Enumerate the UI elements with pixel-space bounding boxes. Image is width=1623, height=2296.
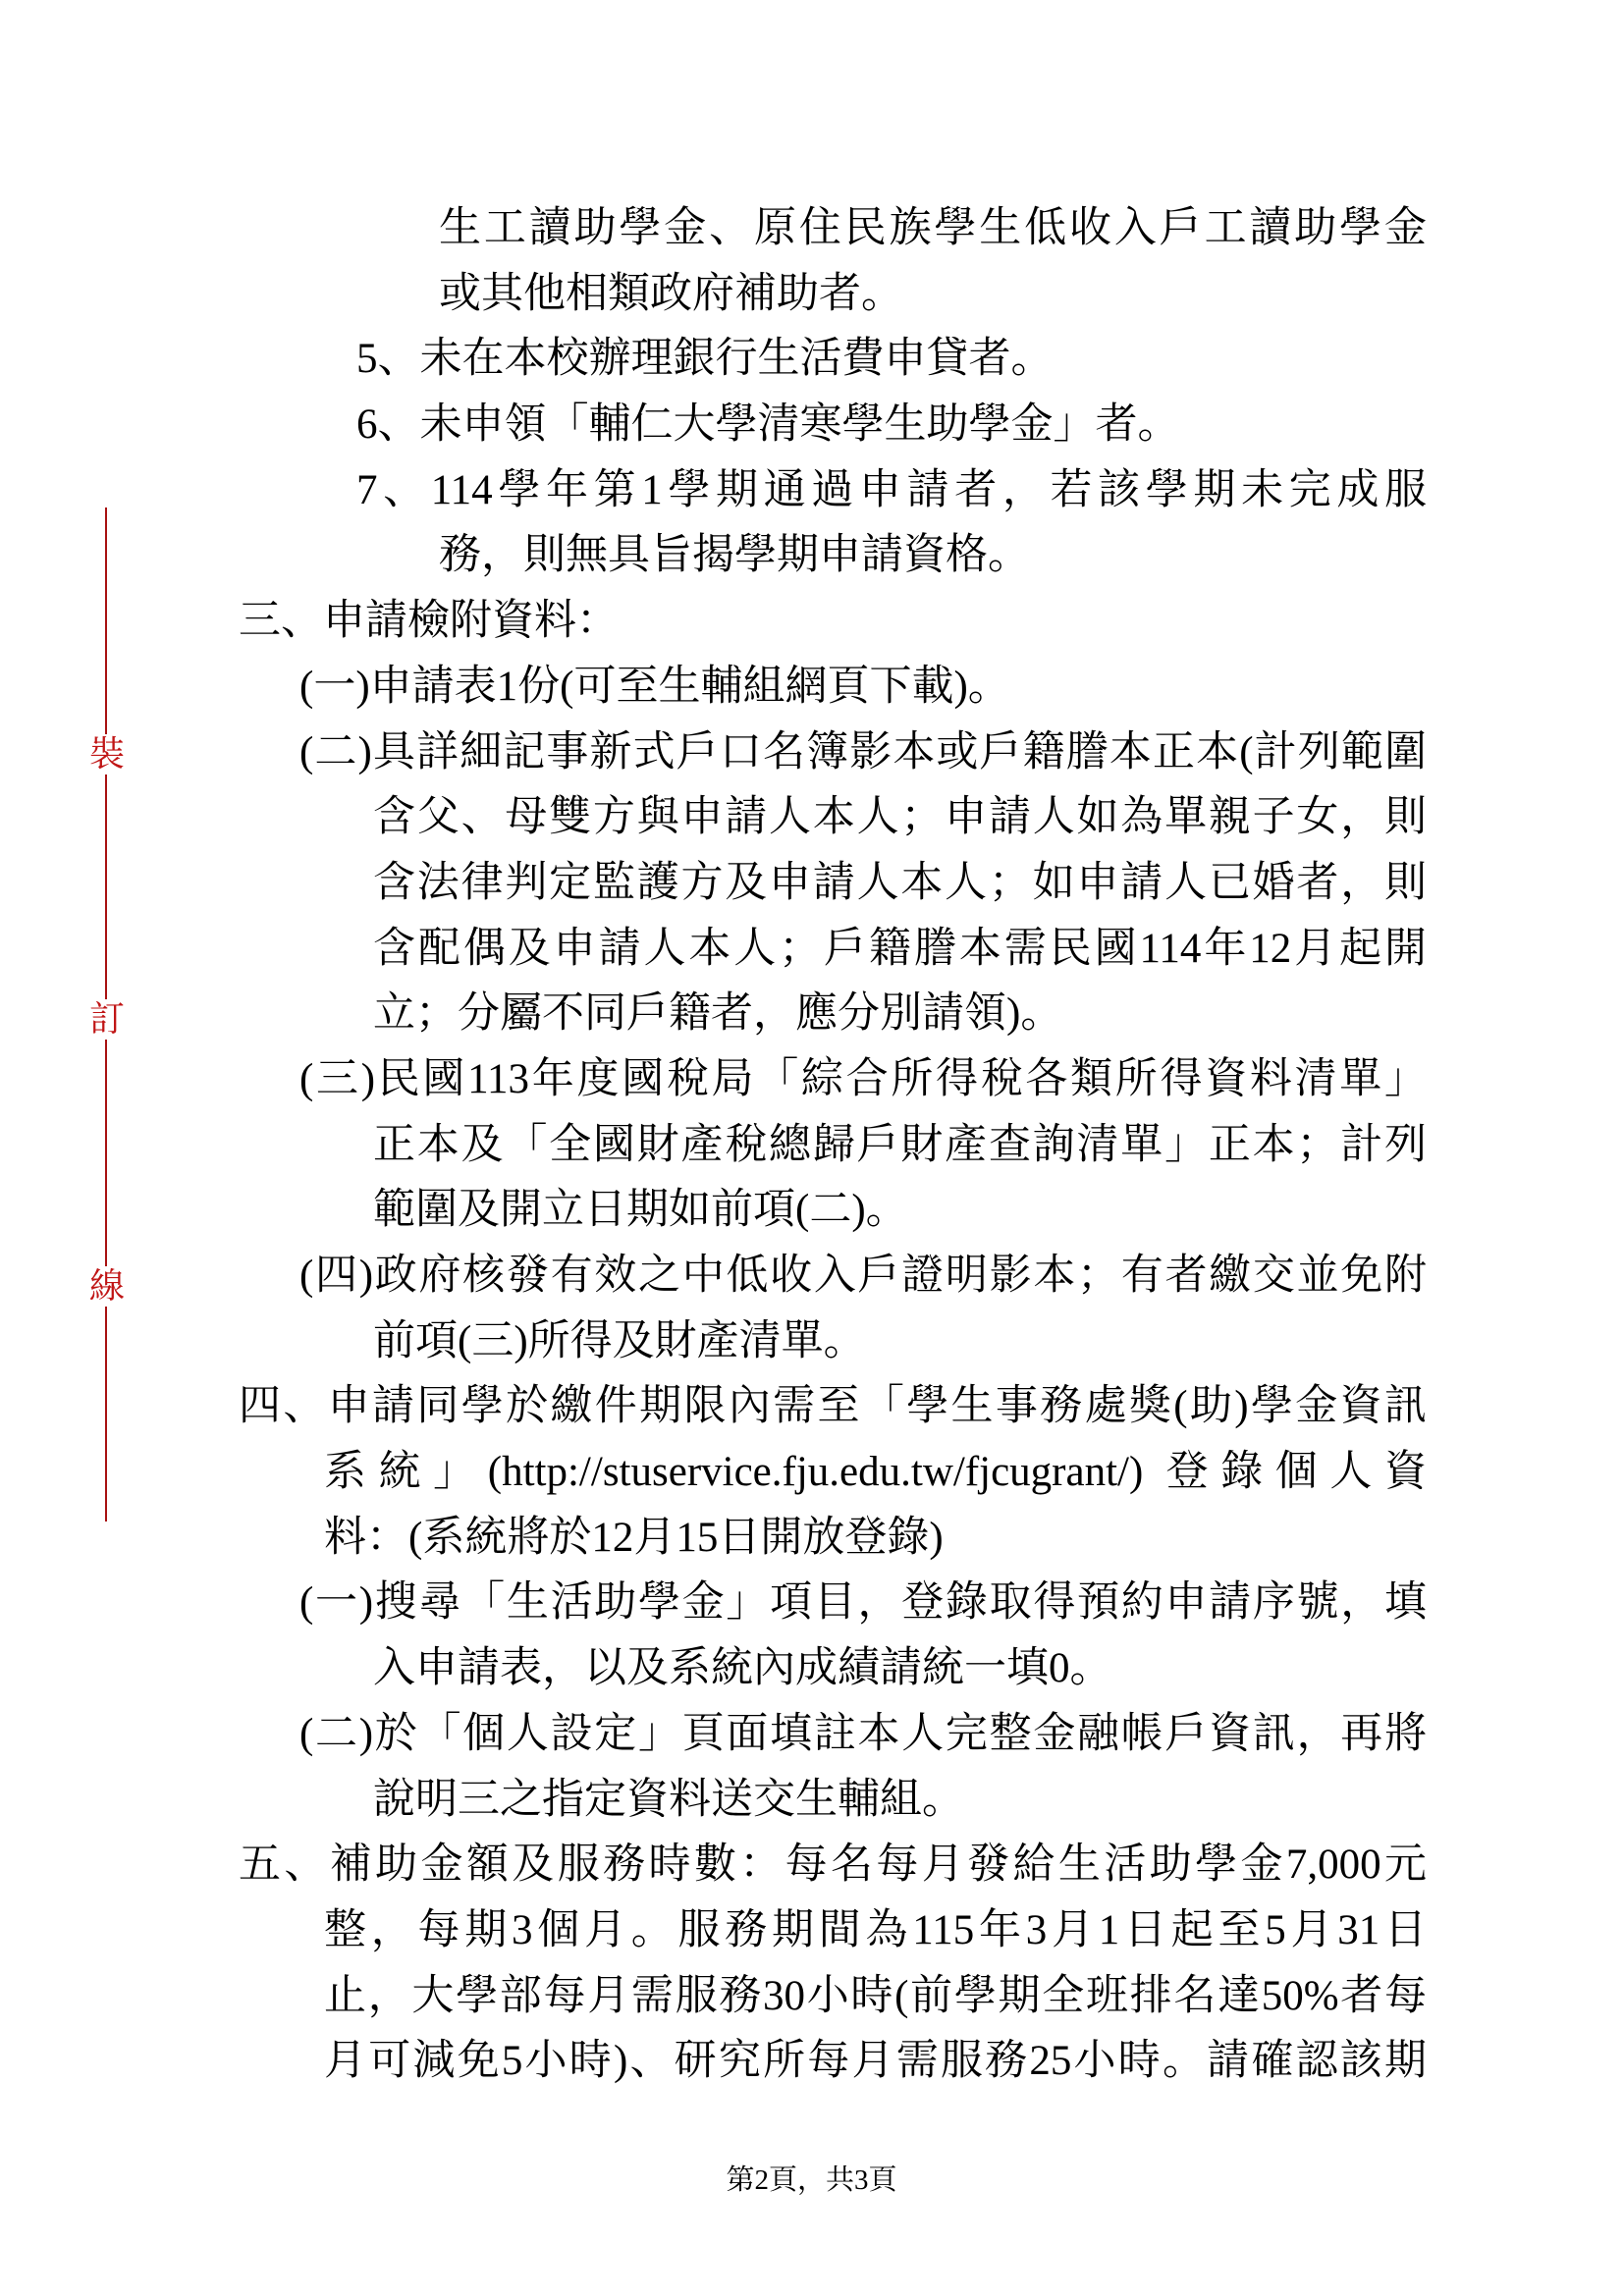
text-line: 範圍及開立日期如前項(二)。 [373, 1187, 908, 1234]
text-line: 前項(三)所得及財產清單。 [373, 1317, 866, 1364]
text-line: 月可減免5小時)、研究所每月需服務25小時。請確認該期 [324, 2038, 1427, 2085]
binding-label-zhuang: 裝 [85, 734, 129, 774]
text-line: 五、補助金額及服務時數：每名每月發給生活助學金7,000元 [239, 1842, 1427, 1889]
text-line: 或其他相類政府補助者。 [439, 270, 903, 317]
text-line: 三、申請檢附資料： [239, 598, 619, 645]
text-line: (二)於「個人設定」頁面填註本人完整金融帳戶資訊，再將 [299, 1710, 1427, 1757]
text-line: (一)搜尋「生活助學金」項目，登錄取得預約申請序號，填 [299, 1579, 1427, 1627]
text-line: 生工讀助學金、原住民族學生低收入戶工讀助學金 [439, 205, 1427, 251]
text-line: 6、未申領「輔仁大學清寒學生助學金」者。 [356, 401, 1180, 449]
text-line: 系統」(http://stuservice.fju.edu.tw/fjcugrant/) 登錄個人資 [324, 1449, 1427, 1496]
text-line: (四)政府核發有效之中低收入戶證明影本；有者繳交並免附 [299, 1253, 1427, 1299]
text-line: 7、114學年第1學期通過申請者，若該學期未完成服 [356, 466, 1427, 513]
text-line: (二)具詳細記事新式戶口名簿影本或戶籍謄本正本(計列範圍 [299, 728, 1427, 775]
text-line: 含法律判定監護方及申請人本人；如申請人已婚者，則 [373, 859, 1427, 906]
text-line: 務，則無具旨揭學期申請資格。 [439, 532, 1030, 579]
text-line: 止，大學部每月需服務30小時(前學期全班排名達50%者每 [324, 1972, 1427, 2019]
text-line: (一)申請表1份(可至生輔組網頁下載)。 [299, 663, 1010, 710]
document-body [239, 196, 1427, 2095]
text-line: 5、未在本校辦理銀行生活費申貸者。 [356, 336, 1054, 383]
text-line: (三)民國113年度國稅局「綜合所得稅各類所得資料清單」 [299, 1055, 1427, 1102]
binding-label-xian: 線 [85, 1266, 129, 1307]
text-line: 立；分屬不同戶籍者，應分別請領)。 [373, 990, 1063, 1038]
text-line: 說明三之指定資料送交生輔組。 [373, 1776, 964, 1823]
text-line: 四、申請同學於繳件期限內需至「學生事務處獎(助)學金資訊 [239, 1383, 1427, 1430]
text-line: 含父、母雙方與申請人本人；申請人如為單親子女，則 [373, 794, 1427, 841]
text-line: 入申請表，以及系統內成績請統一填0。 [373, 1645, 1112, 1692]
binding-label-ding: 訂 [85, 999, 129, 1040]
text-line: 正本及「全國財產稅總歸戶財產查詢清單」正本；計列 [373, 1121, 1427, 1168]
text-line: 含配偶及申請人本人；戶籍謄本需民國114年12月起開 [373, 925, 1427, 972]
text-line: 整，每期3個月。服務期間為115年3月1日起至5月31日 [324, 1906, 1427, 1953]
text-line: 料：(系統將於12月15日開放登錄) [324, 1514, 944, 1561]
page-footer: 第2頁，共3頁 [726, 2164, 897, 2196]
